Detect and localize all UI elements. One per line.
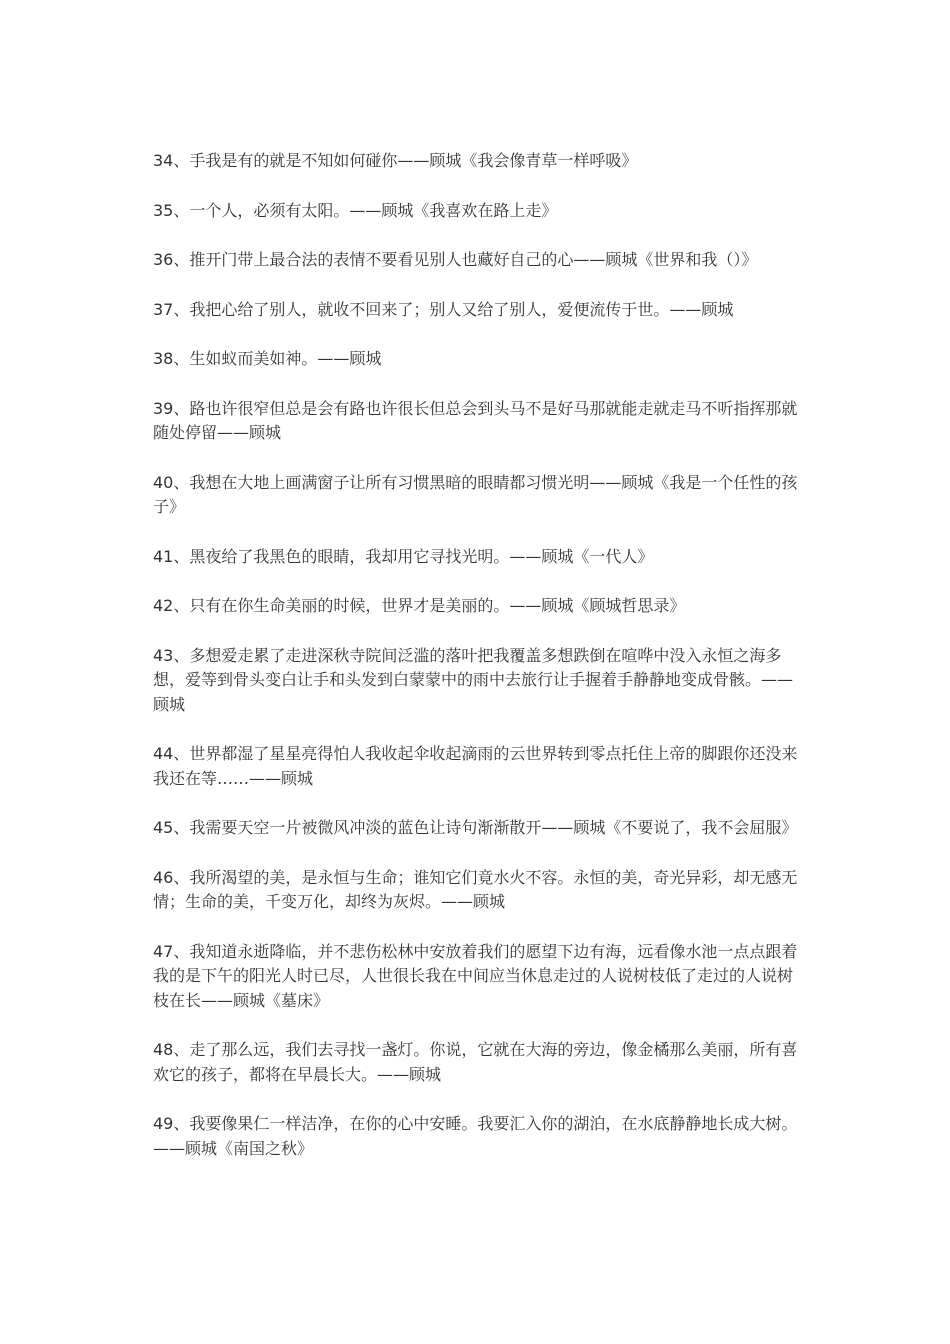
quote-41: 41、黑夜给了我黑色的眼睛，我却用它寻找光明。——顾城《一代人》 (153, 546, 654, 566)
quote-46: 46、我所渴望的美，是永恒与生命；谁知它们竟水火不容。永恒的美，奇光异彩，却无感无情；生命的美，千变万化，却终为灰烬。——顾城 (153, 867, 798, 911)
quote-47: 47、我知道永逝降临，并不悲伤松林中安放着我们的愿望下边有海，远看像水池一点点跟着我的是下午的阳光人时已尽，人世很长我在中间应当休息走过的人说树枝低了走过的人说树枝在长——顾城《墓床》 (153, 941, 798, 1010)
quote-44: 44、世界都湿了星星亮得怕人我收起伞收起滴雨的云世界转到零点托住上帝的脚跟你还没来我还在等……——顾城 (153, 744, 798, 788)
quote-34: 34、手我是有的就是不知如何碰你——顾城《我会像青草一样呼吸》 (153, 151, 638, 170)
quote-42: 42、只有在你生命美丽的时候，世界才是美丽的。——顾城《顾城哲思录》 (153, 596, 686, 615)
quote-43: 43、多想爱走累了走进深秋寺院间泛滥的落叶把我覆盖多想跌倒在喧哗中没入永恒之海多想，爱等到骨头变白让手和头发到白蒙蒙中的雨中去旅行让手握着手静静地变成骨骸。——顾城 (153, 645, 794, 714)
quote-36: 36、推开门带上最合法的表情不要看见别人也藏好自己的心——顾城《世界和我（）》 (153, 250, 758, 269)
quote-40: 40、我想在大地上画满窗子让所有习惯黑暗的眼睛都习惯光明——顾城《我是一个任性的孩子》 (153, 472, 798, 516)
quote-45: 45、我需要天空一片被微风冲淡的蓝色让诗句渐渐散开——顾城《不要说了，我不会屈服》 (153, 818, 798, 837)
quote-48: 48、走了那么远，我们去寻找一盏灯。你说，它就在大海的旁边，像金橘那么美丽，所有喜欢它的孩子，都将在早晨长大。——顾城 (153, 1040, 798, 1084)
quote-49: 49、我要像果仁一样洁净，在你的心中安睡。我要汇入你的湖泊，在水底静静地长成大树。——顾城《南国之秋》 (153, 1114, 798, 1158)
quote-39: 39、路也许很窄但总是会有路也许很长但总会到头马不是好马那就能走就走马不听指挥那就随处停留——顾城 (153, 398, 798, 442)
quote-38: 38、生如蚁而美如神。——顾城 (153, 349, 382, 368)
quote-list (153, 149, 801, 1186)
quote-37: 37、我把心给了别人，就收不回来了；别人又给了别人，爱便流传于世。——顾城 (153, 299, 734, 319)
quote-35: 35、一个人，必须有太阳。——顾城《我喜欢在路上走》 (153, 200, 558, 220)
